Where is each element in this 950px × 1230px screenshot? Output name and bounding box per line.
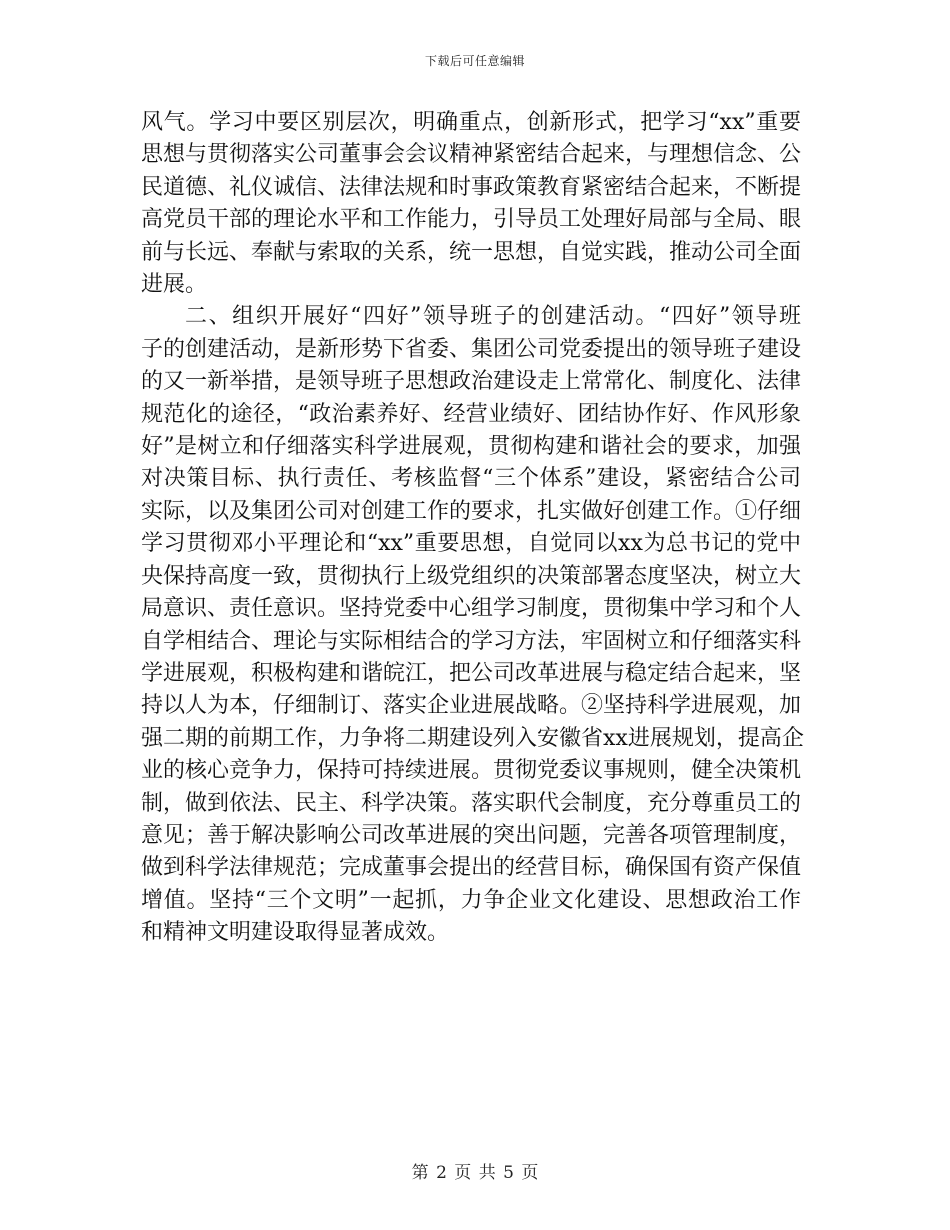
text-line: 子的创建活动，是新形势下省委、集团公司党委提出的领导班子建设 (141, 336, 802, 362)
text-line: 强二期的前期工作，力争将二期建设列入安徽省xx进展规划，提高企 (141, 725, 804, 751)
text-line: 增值。坚持“三个文明”一起抓，力争企业文化建设、思想政治工作 (141, 887, 801, 913)
text-line: 好”是树立和仔细落实科学进展观，贯彻构建和谐社会的要求，加强 (141, 434, 801, 460)
text-line: 风气。学习中要区别层次，明确重点，创新形式，把学习“xx”重要 (141, 110, 801, 135)
text-line: 自学相结合、理论与实际相结合的学习方法，牢固树立和仔细落实科 (141, 628, 802, 654)
text-line: 和精神文明建设取得显著成效。 (141, 920, 450, 946)
text-line: 思想与贯彻落实公司董事会会议精神紧密结合起来，与理想信念、公 (141, 142, 802, 168)
text-line: 学习贯彻邓小平理论和“xx”重要思想，自觉同以xx为总书记的党中 (141, 531, 801, 557)
text-line: 制，做到依法、民主、科学决策。落实职代会制度，充分尊重员工的 (141, 790, 802, 816)
text-line: 持以人为本，仔细制订、落实企业进展战略。②坚持科学进展观，加 (141, 693, 802, 719)
text-line: 进展。 (141, 272, 208, 298)
text-line: 做到科学法律规范；完成董事会提出的经营目标，确保国有资产保值 (141, 855, 802, 881)
text-line: 二、组织开展好“四好”领导班子的创建活动。“四好”领导班 (185, 304, 801, 330)
document-body (141, 107, 804, 950)
text-line: 央保持高度一致，贯彻执行上级党组织的决策部署态度坚决，树立大 (141, 563, 802, 589)
text-line: 的又一新举措，是领导班子思想政治建设走上常常化、制度化、法律 (141, 369, 802, 395)
text-line: 学进展观，积极构建和谐皖江，把公司改革进展与稳定结合起来，坚 (141, 660, 802, 686)
page-header: 下载后可任意编辑 (424, 54, 525, 68)
text-line: 高党员干部的理论水平和工作能力，引导员工处理好局部与全局、眼 (141, 207, 802, 233)
text-line: 对决策目标、执行责任、考核监督“三个体系”建设，紧密结合公司 (141, 466, 801, 492)
text-line: 规范化的途径，“政治素养好、经营业绩好、团结协作好、作风形象 (141, 401, 801, 427)
text-line: 前与长远、奉献与索取的关系，统一思想，自觉实践，推动公司全面 (141, 239, 802, 265)
text-line: 业的核心竞争力，保持可持续进展。贯彻党委议事规则，健全决策机 (141, 758, 802, 784)
text-line: 民道德、礼仪诚信、法律法规和时事政策教育紧密结合起来，不断提 (141, 174, 802, 200)
paragraph-2 (141, 301, 804, 949)
text-line: 实际，以及集团公司对创建工作的要求，扎实做好创建工作。①仔细 (141, 498, 802, 524)
text-line: 局意识、责任意识。坚持党委中心组学习制度，贯彻集中学习和个人 (141, 596, 802, 622)
page-number-footer: 第 2 页 共 5 页 (411, 1163, 539, 1183)
paragraph-1 (141, 107, 801, 301)
text-line: 意见；善于解决影响公司改革进展的突出问题，完善各项管理制度， (141, 822, 802, 848)
